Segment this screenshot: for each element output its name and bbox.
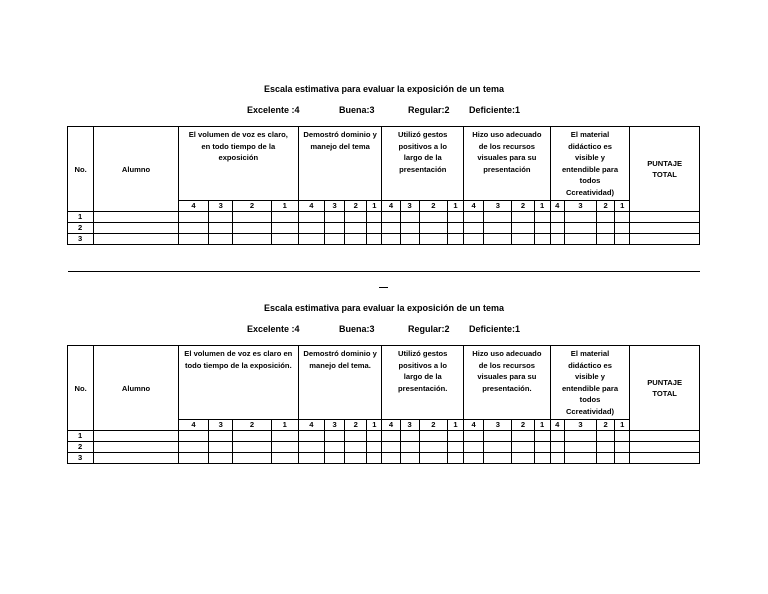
score-cell[interactable] — [324, 223, 344, 234]
criterion-dominio-tema: Demostró dominio y manejo del tema — [298, 127, 382, 201]
score-cell[interactable] — [345, 223, 367, 234]
score-label: 3 — [324, 201, 344, 212]
row-number: 2 — [68, 223, 94, 234]
score-cell[interactable] — [597, 234, 615, 245]
score-cell[interactable] — [271, 453, 298, 464]
score-cell[interactable] — [400, 442, 419, 453]
score-label: 4 — [298, 201, 324, 212]
score-cell[interactable] — [400, 223, 419, 234]
scale-excelente: Excelente :4 — [247, 324, 300, 334]
score-cell[interactable] — [345, 442, 367, 453]
score-label: 4 — [382, 201, 400, 212]
score-cell[interactable] — [484, 212, 512, 223]
score-cell[interactable] — [345, 212, 367, 223]
score-cell[interactable] — [464, 431, 484, 442]
score-cell[interactable] — [382, 453, 400, 464]
score-label: 4 — [382, 420, 400, 431]
score-label: 2 — [345, 420, 367, 431]
criterion-recursos-visuales: Hizo uso adecuado de los recursos visuales para su presentación. — [464, 346, 551, 420]
scale-excelente: Excelente :4 — [247, 105, 300, 115]
score-label: 4 — [178, 201, 208, 212]
score-cell[interactable] — [298, 212, 324, 223]
score-label: 4 — [178, 420, 208, 431]
row-number: 1 — [68, 431, 94, 442]
header-alumno: Alumno — [94, 346, 179, 431]
score-cell[interactable] — [345, 453, 367, 464]
score-cell[interactable] — [367, 442, 382, 453]
score-cell[interactable] — [178, 453, 208, 464]
alumno-cell[interactable] — [94, 442, 179, 453]
score-cell[interactable] — [324, 453, 344, 464]
score-cell[interactable] — [550, 212, 564, 223]
score-cell[interactable] — [178, 431, 208, 442]
header-no: No. — [68, 346, 94, 431]
score-cell[interactable] — [615, 234, 630, 245]
score-label: 4 — [550, 201, 564, 212]
criterion-volumen-voz: El volumen de voz es claro en todo tiempo de la exposición. — [178, 346, 298, 420]
score-cell[interactable] — [298, 223, 324, 234]
score-cell[interactable] — [324, 234, 344, 245]
score-cell[interactable] — [564, 223, 596, 234]
row-number: 2 — [68, 442, 94, 453]
total-cell[interactable] — [630, 442, 700, 453]
score-cell[interactable] — [512, 453, 534, 464]
rubric-title: Escala estimativa para evaluar la exposición de un tema — [263, 84, 505, 94]
score-cell[interactable] — [512, 212, 534, 223]
score-cell[interactable] — [367, 234, 382, 245]
score-cell[interactable] — [512, 431, 534, 442]
score-label: 1 — [615, 201, 630, 212]
score-cell[interactable] — [367, 212, 382, 223]
score-cell[interactable] — [550, 234, 564, 245]
score-label: 1 — [367, 420, 382, 431]
score-label: 2 — [345, 201, 367, 212]
criterion-dominio-tema: Demostró dominio y manejo del tema. — [298, 346, 382, 420]
score-label: 1 — [534, 201, 550, 212]
score-cell[interactable] — [233, 212, 271, 223]
score-cell[interactable] — [271, 431, 298, 442]
total-cell[interactable] — [630, 223, 700, 234]
score-cell[interactable] — [597, 223, 615, 234]
score-cell[interactable] — [419, 453, 447, 464]
score-cell[interactable] — [564, 431, 596, 442]
score-cell[interactable] — [209, 223, 233, 234]
header-puntaje-total: PUNTAJE TOTAL — [630, 127, 700, 212]
score-cell[interactable] — [209, 212, 233, 223]
score-cell[interactable] — [534, 453, 550, 464]
score-label: 1 — [271, 420, 298, 431]
score-cell[interactable] — [419, 234, 447, 245]
score-label: 2 — [597, 201, 615, 212]
score-cell[interactable] — [464, 453, 484, 464]
score-cell[interactable] — [178, 442, 208, 453]
score-cell[interactable] — [178, 234, 208, 245]
score-cell[interactable] — [233, 234, 271, 245]
score-cell[interactable] — [564, 453, 596, 464]
score-label: 4 — [464, 201, 484, 212]
score-cell[interactable] — [382, 431, 400, 442]
table-row — [68, 431, 700, 442]
score-cell[interactable] — [534, 234, 550, 245]
scale-deficiente: Deficiente:1 — [469, 105, 521, 115]
score-cell[interactable] — [382, 442, 400, 453]
score-label: 3 — [400, 420, 419, 431]
header-no: No. — [68, 127, 94, 212]
header-puntaje-total: PUNTAJE TOTAL — [630, 346, 700, 431]
criterion-gestos: Utilizó gestos positivos a lo largo de la presentación — [382, 127, 464, 201]
score-cell[interactable] — [271, 234, 298, 245]
score-cell[interactable] — [298, 431, 324, 442]
total-cell[interactable] — [630, 431, 700, 442]
score-label: 2 — [419, 201, 447, 212]
score-label: 3 — [484, 201, 512, 212]
score-cell[interactable] — [447, 234, 463, 245]
score-cell[interactable] — [367, 453, 382, 464]
score-cell[interactable] — [615, 442, 630, 453]
score-cell[interactable] — [597, 453, 615, 464]
score-cell[interactable] — [484, 234, 512, 245]
row-number: 3 — [68, 234, 94, 245]
score-cell[interactable] — [484, 223, 512, 234]
score-cell[interactable] — [550, 223, 564, 234]
score-label: 4 — [550, 420, 564, 431]
score-cell[interactable] — [298, 453, 324, 464]
score-cell[interactable] — [298, 442, 324, 453]
score-cell[interactable] — [233, 442, 271, 453]
score-cell[interactable] — [419, 223, 447, 234]
score-label: 3 — [324, 420, 344, 431]
alumno-cell[interactable] — [94, 212, 179, 223]
total-cell[interactable] — [630, 453, 700, 464]
score-cell[interactable] — [534, 442, 550, 453]
score-cell[interactable] — [534, 431, 550, 442]
score-cell[interactable] — [564, 234, 596, 245]
score-label: 1 — [615, 420, 630, 431]
score-cell[interactable] — [367, 223, 382, 234]
score-cell[interactable] — [345, 431, 367, 442]
criterion-material-didactico: El material didáctico es visible y entendible para todos Ccreatividad) — [550, 127, 630, 201]
scale-buena: Buena:3 — [339, 105, 375, 115]
score-cell[interactable] — [615, 453, 630, 464]
score-cell[interactable] — [209, 431, 233, 442]
cut-line — [68, 271, 700, 272]
score-label: 3 — [400, 201, 419, 212]
score-cell[interactable] — [484, 442, 512, 453]
scale-deficiente: Deficiente:1 — [469, 324, 521, 334]
total-cell[interactable] — [630, 234, 700, 245]
score-cell[interactable] — [178, 223, 208, 234]
alumno-cell[interactable] — [94, 431, 179, 442]
score-cell[interactable] — [550, 431, 564, 442]
scale-regular: Regular:2 — [408, 324, 450, 334]
score-cell[interactable] — [512, 223, 534, 234]
score-label: 1 — [447, 420, 463, 431]
score-cell[interactable] — [324, 442, 344, 453]
score-cell[interactable] — [209, 453, 233, 464]
score-cell[interactable] — [615, 212, 630, 223]
score-cell[interactable] — [534, 223, 550, 234]
score-cell[interactable] — [382, 234, 400, 245]
score-cell[interactable] — [484, 453, 512, 464]
score-cell[interactable] — [382, 223, 400, 234]
criterion-recursos-visuales: Hizo uso adecuado de los recursos visuales para su presentación — [464, 127, 551, 201]
score-cell[interactable] — [564, 212, 596, 223]
score-cell[interactable] — [550, 453, 564, 464]
score-label: 2 — [512, 201, 534, 212]
score-cell[interactable] — [464, 442, 484, 453]
score-cell[interactable] — [324, 212, 344, 223]
score-cell[interactable] — [400, 212, 419, 223]
score-cell[interactable] — [209, 442, 233, 453]
score-cell[interactable] — [400, 453, 419, 464]
score-cell[interactable] — [271, 212, 298, 223]
alumno-cell[interactable] — [94, 234, 179, 245]
score-cell[interactable] — [597, 212, 615, 223]
score-cell[interactable] — [324, 431, 344, 442]
score-cell[interactable] — [367, 431, 382, 442]
row-number: 3 — [68, 453, 94, 464]
score-cell[interactable] — [271, 223, 298, 234]
table-row — [68, 453, 700, 464]
score-cell[interactable] — [382, 212, 400, 223]
score-cell[interactable] — [512, 234, 534, 245]
rubric-title: Escala estimativa para evaluar la exposición de un tema — [263, 303, 505, 313]
score-cell[interactable] — [209, 234, 233, 245]
score-cell[interactable] — [419, 442, 447, 453]
score-cell[interactable] — [233, 431, 271, 442]
score-cell[interactable] — [447, 453, 463, 464]
scale-buena: Buena:3 — [339, 324, 375, 334]
score-label: 3 — [564, 420, 596, 431]
score-cell[interactable] — [419, 212, 447, 223]
criterion-volumen-voz: El volumen de voz es claro, en todo tiempo de la exposición — [178, 127, 298, 201]
score-cell[interactable] — [233, 223, 271, 234]
score-label: 1 — [367, 201, 382, 212]
alumno-cell[interactable] — [94, 223, 179, 234]
rubric-table — [67, 345, 700, 464]
score-cell[interactable] — [400, 431, 419, 442]
score-cell[interactable] — [447, 442, 463, 453]
score-cell[interactable] — [597, 442, 615, 453]
score-cell[interactable] — [447, 212, 463, 223]
row-number: 1 — [68, 212, 94, 223]
header-alumno: Alumno — [94, 127, 179, 212]
score-label: 2 — [233, 201, 271, 212]
score-cell[interactable] — [564, 442, 596, 453]
scale-regular: Regular:2 — [408, 105, 450, 115]
score-cell[interactable] — [178, 212, 208, 223]
criterion-gestos: Utilizó gestos positivos a lo largo de la presentación. — [382, 346, 464, 420]
cut-line-end — [379, 287, 388, 288]
score-cell[interactable] — [400, 234, 419, 245]
score-cell[interactable] — [345, 234, 367, 245]
score-cell[interactable] — [233, 453, 271, 464]
score-cell[interactable] — [484, 431, 512, 442]
table-row — [68, 442, 700, 453]
alumno-cell[interactable] — [94, 453, 179, 464]
score-label: 2 — [597, 420, 615, 431]
score-cell[interactable] — [464, 212, 484, 223]
total-cell[interactable] — [630, 212, 700, 223]
score-cell[interactable] — [447, 431, 463, 442]
score-label: 4 — [298, 420, 324, 431]
score-cell[interactable] — [512, 442, 534, 453]
score-cell[interactable] — [464, 223, 484, 234]
score-label: 2 — [512, 420, 534, 431]
score-label: 3 — [484, 420, 512, 431]
score-cell[interactable] — [419, 431, 447, 442]
score-cell[interactable] — [615, 431, 630, 442]
rubric-table — [67, 126, 700, 245]
score-label: 2 — [419, 420, 447, 431]
table-row — [68, 223, 700, 234]
score-cell[interactable] — [298, 234, 324, 245]
score-label: 3 — [209, 420, 233, 431]
score-label: 1 — [534, 420, 550, 431]
score-label: 2 — [233, 420, 271, 431]
score-label: 1 — [271, 201, 298, 212]
score-cell[interactable] — [550, 442, 564, 453]
score-cell[interactable] — [464, 234, 484, 245]
score-label: 4 — [464, 420, 484, 431]
score-cell[interactable] — [615, 223, 630, 234]
score-cell[interactable] — [597, 431, 615, 442]
score-label: 1 — [447, 201, 463, 212]
table-row — [68, 212, 700, 223]
score-label: 3 — [209, 201, 233, 212]
criterion-material-didactico: El material didáctico es visible y entendible para todos Ccreatividad) — [550, 346, 630, 420]
score-cell[interactable] — [534, 212, 550, 223]
score-label: 3 — [564, 201, 596, 212]
score-cell[interactable] — [271, 442, 298, 453]
score-cell[interactable] — [447, 223, 463, 234]
table-row — [68, 234, 700, 245]
